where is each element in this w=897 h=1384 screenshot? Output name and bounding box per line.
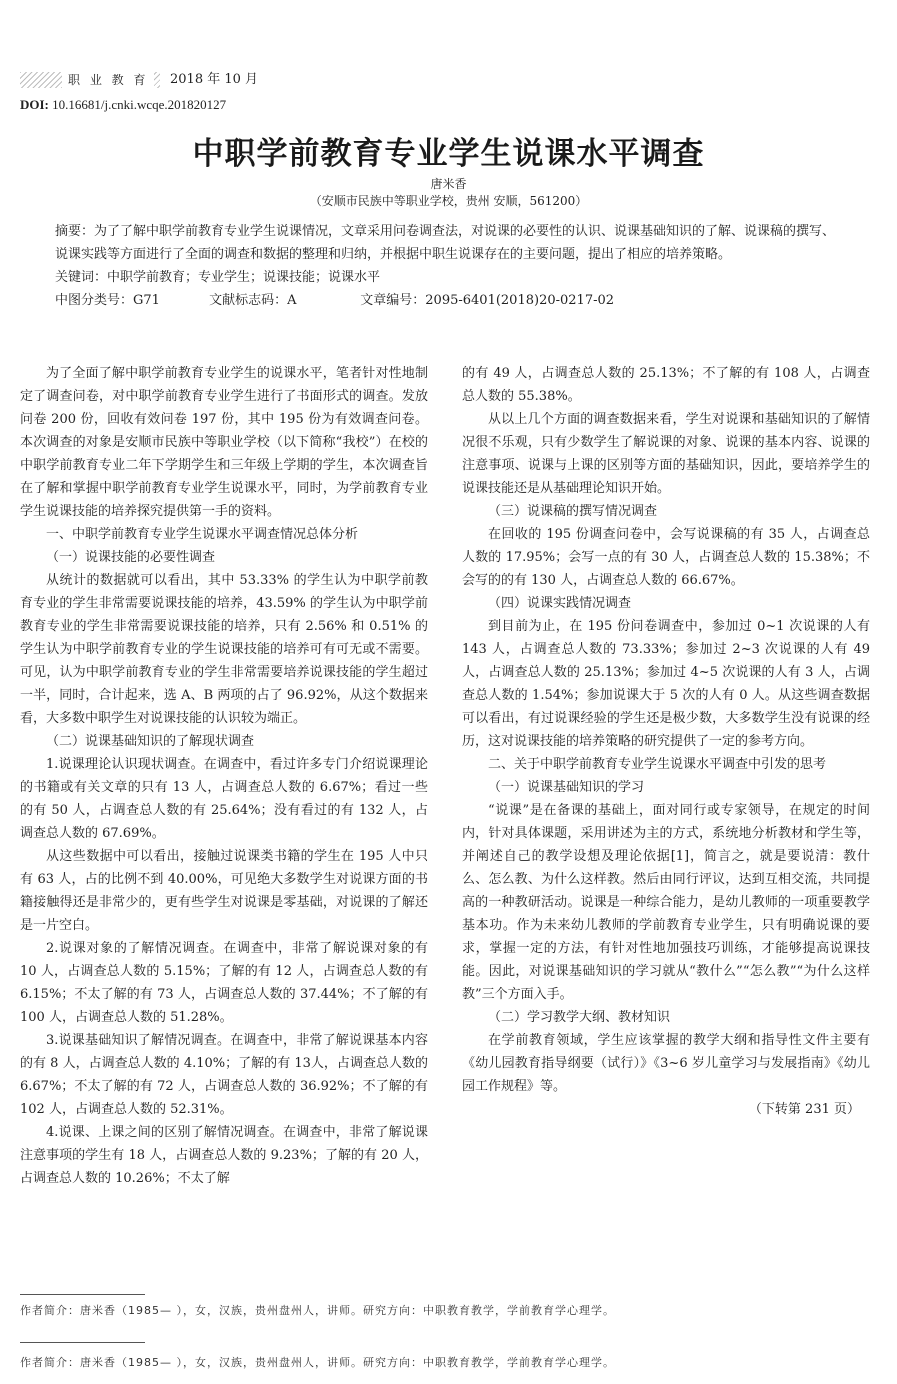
section-heading: 二、关于中职学前教育专业学生说课水平调查中引发的思考 — [488, 757, 827, 772]
body-column-left — [20, 362, 428, 1190]
paragraph: 2.说课对象的了解情况调查。在调查中，非常了解说课对象的有 10 人，占调查总人数的 5.15%；了解的有 12 人，占调查总人数的有 6.15%；不太了解的有 73 人，占调查总人数的 37.44%；不了解的有 100 人，占调查总人数的 51.28%。 — [20, 941, 428, 1025]
abstract: 摘要：为了了解中职学前教育专业学生说课情况，文章采用问卷调查法，对说课的必要性的认识、说课基础知识的了解、说课稿的撰写、说课实践等方面进行了全面的调查和数据的整理和归纳，并根据中职生说课存在的主要问题，提出了相应的培养策略。 — [55, 224, 836, 262]
paragraph: 到目前为止，在 195 份问卷调查中，参加过 0~1 次说课的人有 143 人，占调查总人数的 73.33%；参加过 2~3 次说课的人有 49 人，占调查总人数的 25.13%；参加过 4~5 次说课的人有 3 人，占调查总人数的 1.54%；参加说课大于 5 次的人有 0 人。从这些调查数据可以看出，有过说课经验的学生还是极少数，大多数学生没有说课的经历，这对说课技能的培养策略的研究提供了一定的参考方向。 — [462, 619, 870, 749]
paragraph: 从以上几个方面的调查数据来看，学生对说课和基础知识的了解情况很不乐观，只有少数学生了解说课的对象、说课的基本内容、说课的注意事项、说课与上课的区别等方面的基础知识，因此，要培养学生的说课技能还是从基础理论知识开始。 — [462, 412, 870, 496]
article-number: 文章编号：2095-6401(2018)20-0217-02 — [360, 293, 615, 308]
author-footnote: 作者简介：唐米香（1985— ），女，汉族，贵州盘州人，讲师。研究方向：中职教育教学，学前教育学心理学。 — [20, 1304, 615, 1317]
subsection-heading: （三）说课稿的撰写情况调查 — [488, 504, 658, 519]
paragraph: 4.说课、上课之间的区别了解情况调查。在调查中，非常了解说课注意事项的学生有 18 人，占调查总人数的 9.23%；了解的有 20 人，占调查总人数的 10.26%；不太了解 — [20, 1125, 428, 1186]
journal-name: 职 业 教 育 — [62, 72, 154, 88]
doi — [20, 97, 226, 113]
clc-number: 中图分类号：G71 — [55, 293, 160, 308]
doi-value: 10.16681/j.cnki.wcqe.201820127 — [52, 97, 227, 112]
paragraph: 3.说课基础知识了解情况调查。在调查中，非常了解说课基本内容的有 8 人，占调查总人数的 4.10%；了解的有 13人，占调查总人数的 6.67%；不太了解的有 72 人，占调查总人数的 36.92%；不了解的有 102 人，占调查总人数的 52.31%。 — [20, 1033, 428, 1117]
author: 唐米香 — [430, 177, 467, 191]
paragraph: 为了全面了解中职学前教育专业学生的说课水平，笔者针对性地制定了调查问卷，对中职学前教育专业学生进行了书面形式的调查。发放问卷 200 份，回收有效问卷 197 份，其中 195 份为有效调查问卷。本次调查的对象是安顺市民族中等职业学校（以下简称“我校”）在校的中职学前教育专业二年下学期学生和三年级上学期的学生，本次调查旨在了解和掌握中职学前教育专业学生说课水平，同时，为学前教育专业学生说课技能的培养探究提供第一手的资料。 — [20, 366, 428, 519]
footnote-rule — [20, 1342, 145, 1343]
keywords: 关键词：中职学前教育；专业学生；说课技能；说课水平 — [55, 270, 381, 285]
subsection-heading: （四）说课实践情况调查 — [488, 596, 632, 611]
paragraph: 从这些数据中可以看出，接触过说课类书籍的学生在 195 人中只有 63 人，占的比例不到 40.00%，可见绝大多数学生对说课方面的书籍接触得还是非常少的，更有些学生对说课是零基础，对说课的了解还是一片空白。 — [20, 849, 428, 933]
continued-note: （下转第 231 页） — [748, 1102, 860, 1117]
paragraph: 从统计的数据就可以看出，其中 53.33% 的学生认为中职学前教育专业的学生非常需要说课技能的培养，43.59% 的学生认为中职学前教育专业的学生非常需要说课技能的培养，只有 2.56% 和 0.51% 的学生认为中职学前教育专业的学生说课技能的培养可有可无或不需要。可见，认为中职学前教育专业的学生非常需要培养说课技能的学生超过一半，同时，合计起来，选 A、B 两项的占了 96.92%，从这个数据来看，大多数中职学生对说课技能的认识较为端正。 — [20, 573, 428, 726]
author-footnote-repeat: 作者简介：唐米香（1985— ），女，汉族，贵州盘州人，讲师。研究方向：中职教育教学，学前教育学心理学。 — [20, 1356, 615, 1369]
issue-date: 2018 年 10 月 — [170, 72, 259, 87]
article-title: 中职学前教育专业学生说课水平调查 — [192, 136, 705, 172]
section-heading: 一、中职学前教育专业学生说课水平调查情况总体分析 — [46, 527, 359, 542]
doi-label: DOI: — [20, 97, 49, 112]
paragraph: 1.说课理论认识现状调查。在调查中，看过许多专门介绍说课理论的书籍或有关文章的只有 13 人，占调查总人数的 6.67%；看过一些的有 50 人，占调查总人数的有 25.64%；没有看过的有 132 人，占调查总人数的 67.69%。 — [20, 757, 428, 841]
subsection-heading: （一）说课技能的必要性调查 — [46, 550, 216, 565]
paragraph: 的有 49 人，占调查总人数的 25.13%；不了解的有 108 人，占调查总人数的 55.38%。 — [462, 366, 870, 404]
footnote-rule — [20, 1294, 145, 1295]
subsection-heading: （二）学习教学大纲、教材知识 — [488, 1010, 671, 1025]
paragraph: 在回收的 195 份调查问卷中，会写说课稿的有 35 人，占调查总人数的 17.95%；会写一点的有 30 人，占调查总人数的 15.38%；不会写的的有 130 人，占调查总人数的 66.67%。 — [462, 527, 870, 588]
running-header — [20, 72, 420, 90]
article-meta — [55, 220, 847, 312]
subsection-heading: （一）说课基础知识的学习 — [488, 780, 645, 795]
document-code: 文献标志码：A — [209, 293, 297, 308]
paragraph: 在学前教育领域，学生应该掌握的教学大纲和指导性文件主要有《幼儿园教育指导纲要（试行）》《3~6 岁儿童学习与发展指南》《幼儿园工作规程》等。 — [462, 1033, 870, 1094]
body-column-right — [462, 362, 870, 1121]
identifiers — [55, 289, 847, 312]
subsection-heading: （二）说课基础知识的了解现状调查 — [46, 734, 255, 749]
affiliation: （安顺市民族中等职业学校，贵州 安顺，561200） — [309, 194, 588, 208]
paragraph: “说课”是在备课的基础上，面对同行或专家领导，在规定的时间内，针对具体课题，采用讲述为主的方式，系统地分析教材和学生等，并阐述自己的教学设想及理论依据[1]，简言之，就是要说清：教什么、怎么教、为什么这样教。然后由同行评议，达到互相交流，共同提高的一种教研活动。说课是一种综合能力，是幼儿教师的一项重要教学基本功。作为未来幼儿教师的学前教育专业学生，只有明确说课的要求，掌握一定的方法，有针对性地加强技巧训练，才能够提高说课技能。因此，对说课基础知识的学习就从“教什么”“怎么教”“为什么这样教”三个方面入手。 — [462, 803, 870, 1002]
